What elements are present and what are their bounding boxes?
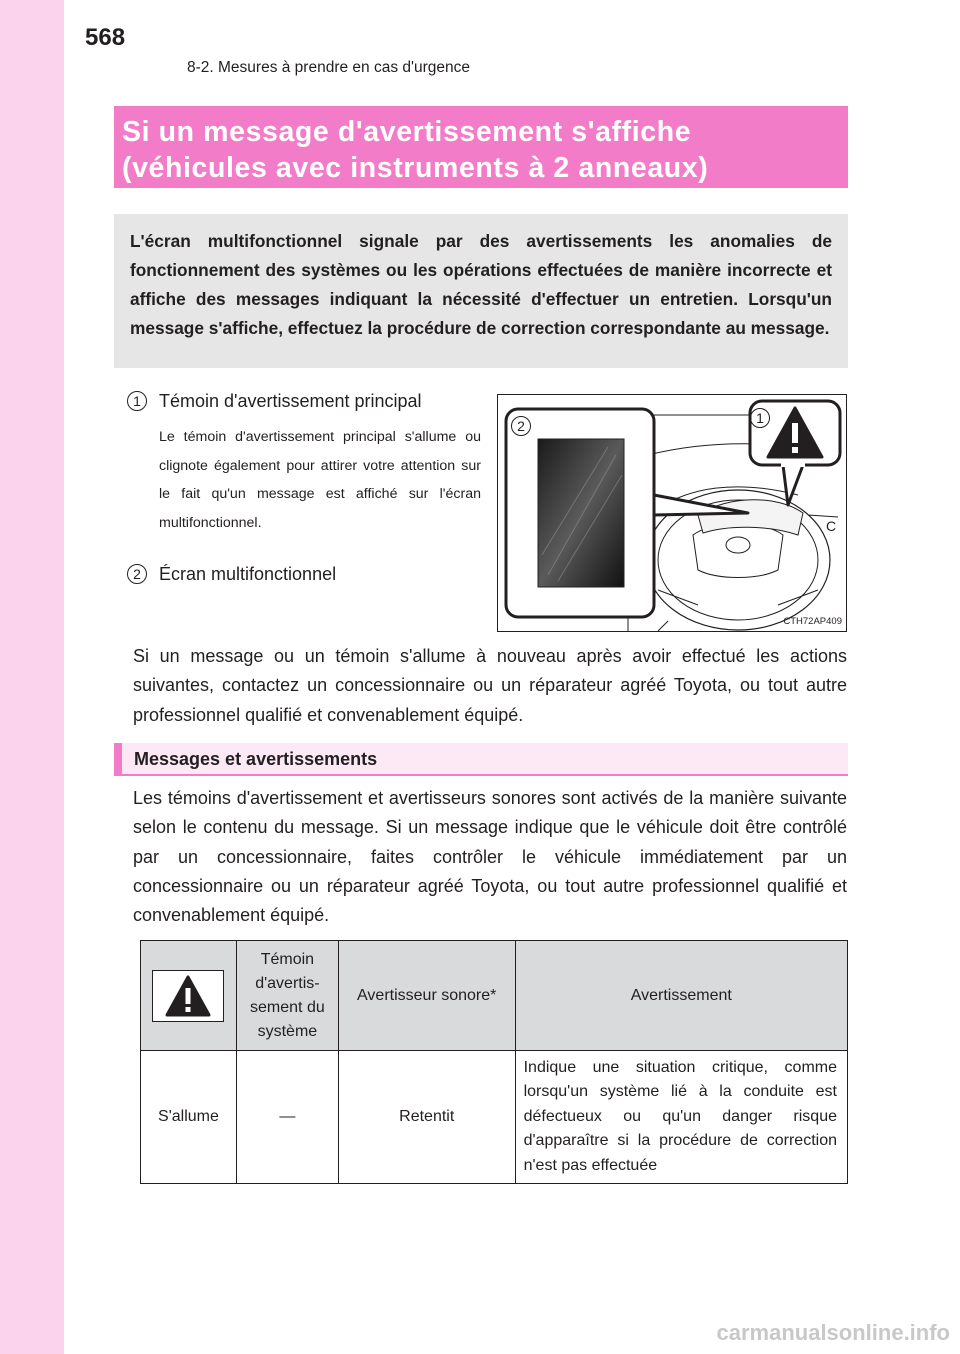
page-number: 568 bbox=[85, 24, 126, 51]
title-banner bbox=[114, 106, 848, 188]
item-number-1: 1 bbox=[127, 391, 147, 411]
section-heading: Messages et avertissements bbox=[114, 743, 848, 776]
table-header-icon-cell bbox=[141, 941, 237, 1051]
intro-box bbox=[114, 214, 848, 368]
header-text-line: d'avertis- bbox=[255, 974, 320, 992]
header-text-line: Témoin bbox=[260, 950, 315, 968]
table-header-system-warning bbox=[236, 941, 338, 1051]
warning-triangle-icon bbox=[152, 970, 224, 1022]
callout-number-2: 2 bbox=[511, 416, 531, 436]
warning-table bbox=[140, 940, 848, 1184]
title-line-1: Si un message d'avertissement s'affiche bbox=[122, 116, 692, 148]
table-cell-status: S'allume bbox=[141, 1051, 237, 1184]
title-line-2: (véhicules avec instruments à 2 anneaux) bbox=[122, 152, 709, 184]
side-color-band bbox=[0, 0, 64, 1354]
paragraph-messages: Les témoins d'avertissement et avertisseurs sonores sont activés de la manière suivante selon le contenu du message. Si un message indique que le véhicule doit être contrôlé par un concessionnaire, faites contrôler le véhicule immédiatement par un concessionnaire ou un réparateur agréé Toyota, ou tout autre professionnel qualifié et convenablement équipé. bbox=[133, 788, 847, 926]
chapter-heading: 8-2. Mesures à prendre en cas d'urgence bbox=[187, 59, 470, 76]
item-number-2: 2 bbox=[127, 564, 147, 584]
table-header-buzzer: Avertisseur sonore* bbox=[338, 941, 515, 1051]
callout-number-1: 1 bbox=[750, 408, 770, 428]
table-cell-buzzer: Retentit bbox=[338, 1051, 515, 1184]
table-cell-warning-text: Indique une situation critique, comme lorsqu'un système lié à la conduite est défectueux ou qu'un danger risque d'apparaître si la procédure de correction n'est pas effectuée bbox=[515, 1051, 847, 1184]
watermark: carmanualsonline.info bbox=[716, 1320, 950, 1345]
header-text-line: système bbox=[257, 1022, 318, 1040]
item-title-1: Témoin d'avertissement principal bbox=[159, 391, 422, 411]
table-row bbox=[141, 1051, 848, 1184]
table-header-warning: Avertissement bbox=[515, 941, 847, 1051]
intro-text: L'écran multifonctionnel signale par des avertissements les anomalies de fonctionnement des systèmes ou les opérations effectuées de manière incorrecte et affiche des messages indiquant la nécessité d'effectuer un entretien. Lorsqu'un message s'affiche, effectuez la procédure de correction correspondante au message. bbox=[130, 231, 832, 338]
paragraph-contact: Si un message ou un témoin s'allume à nouveau après avoir effectué les actions suivantes, contactez un concessionnaire ou un réparateur agréé Toyota, ou tout autre professionnel qualifié et convenablement équipé. bbox=[133, 646, 847, 725]
dashboard-illustration bbox=[497, 394, 847, 632]
table-header-row bbox=[141, 941, 848, 1051]
item-title-2: Écran multifonctionnel bbox=[159, 564, 337, 584]
svg-text:C: C bbox=[826, 518, 837, 534]
table-cell-system-light: — bbox=[236, 1051, 338, 1184]
figure-code: CTH72AP409 bbox=[783, 616, 842, 627]
header-text-line: sement du bbox=[250, 998, 325, 1016]
dashboard-drawing bbox=[498, 395, 846, 631]
item-description-1: Le témoin d'avertissement principal s'allume ou clignote également pour attirer votre attention sur le fait qu'un message est affiché sur l'écran multifonctionnel. bbox=[159, 429, 481, 531]
